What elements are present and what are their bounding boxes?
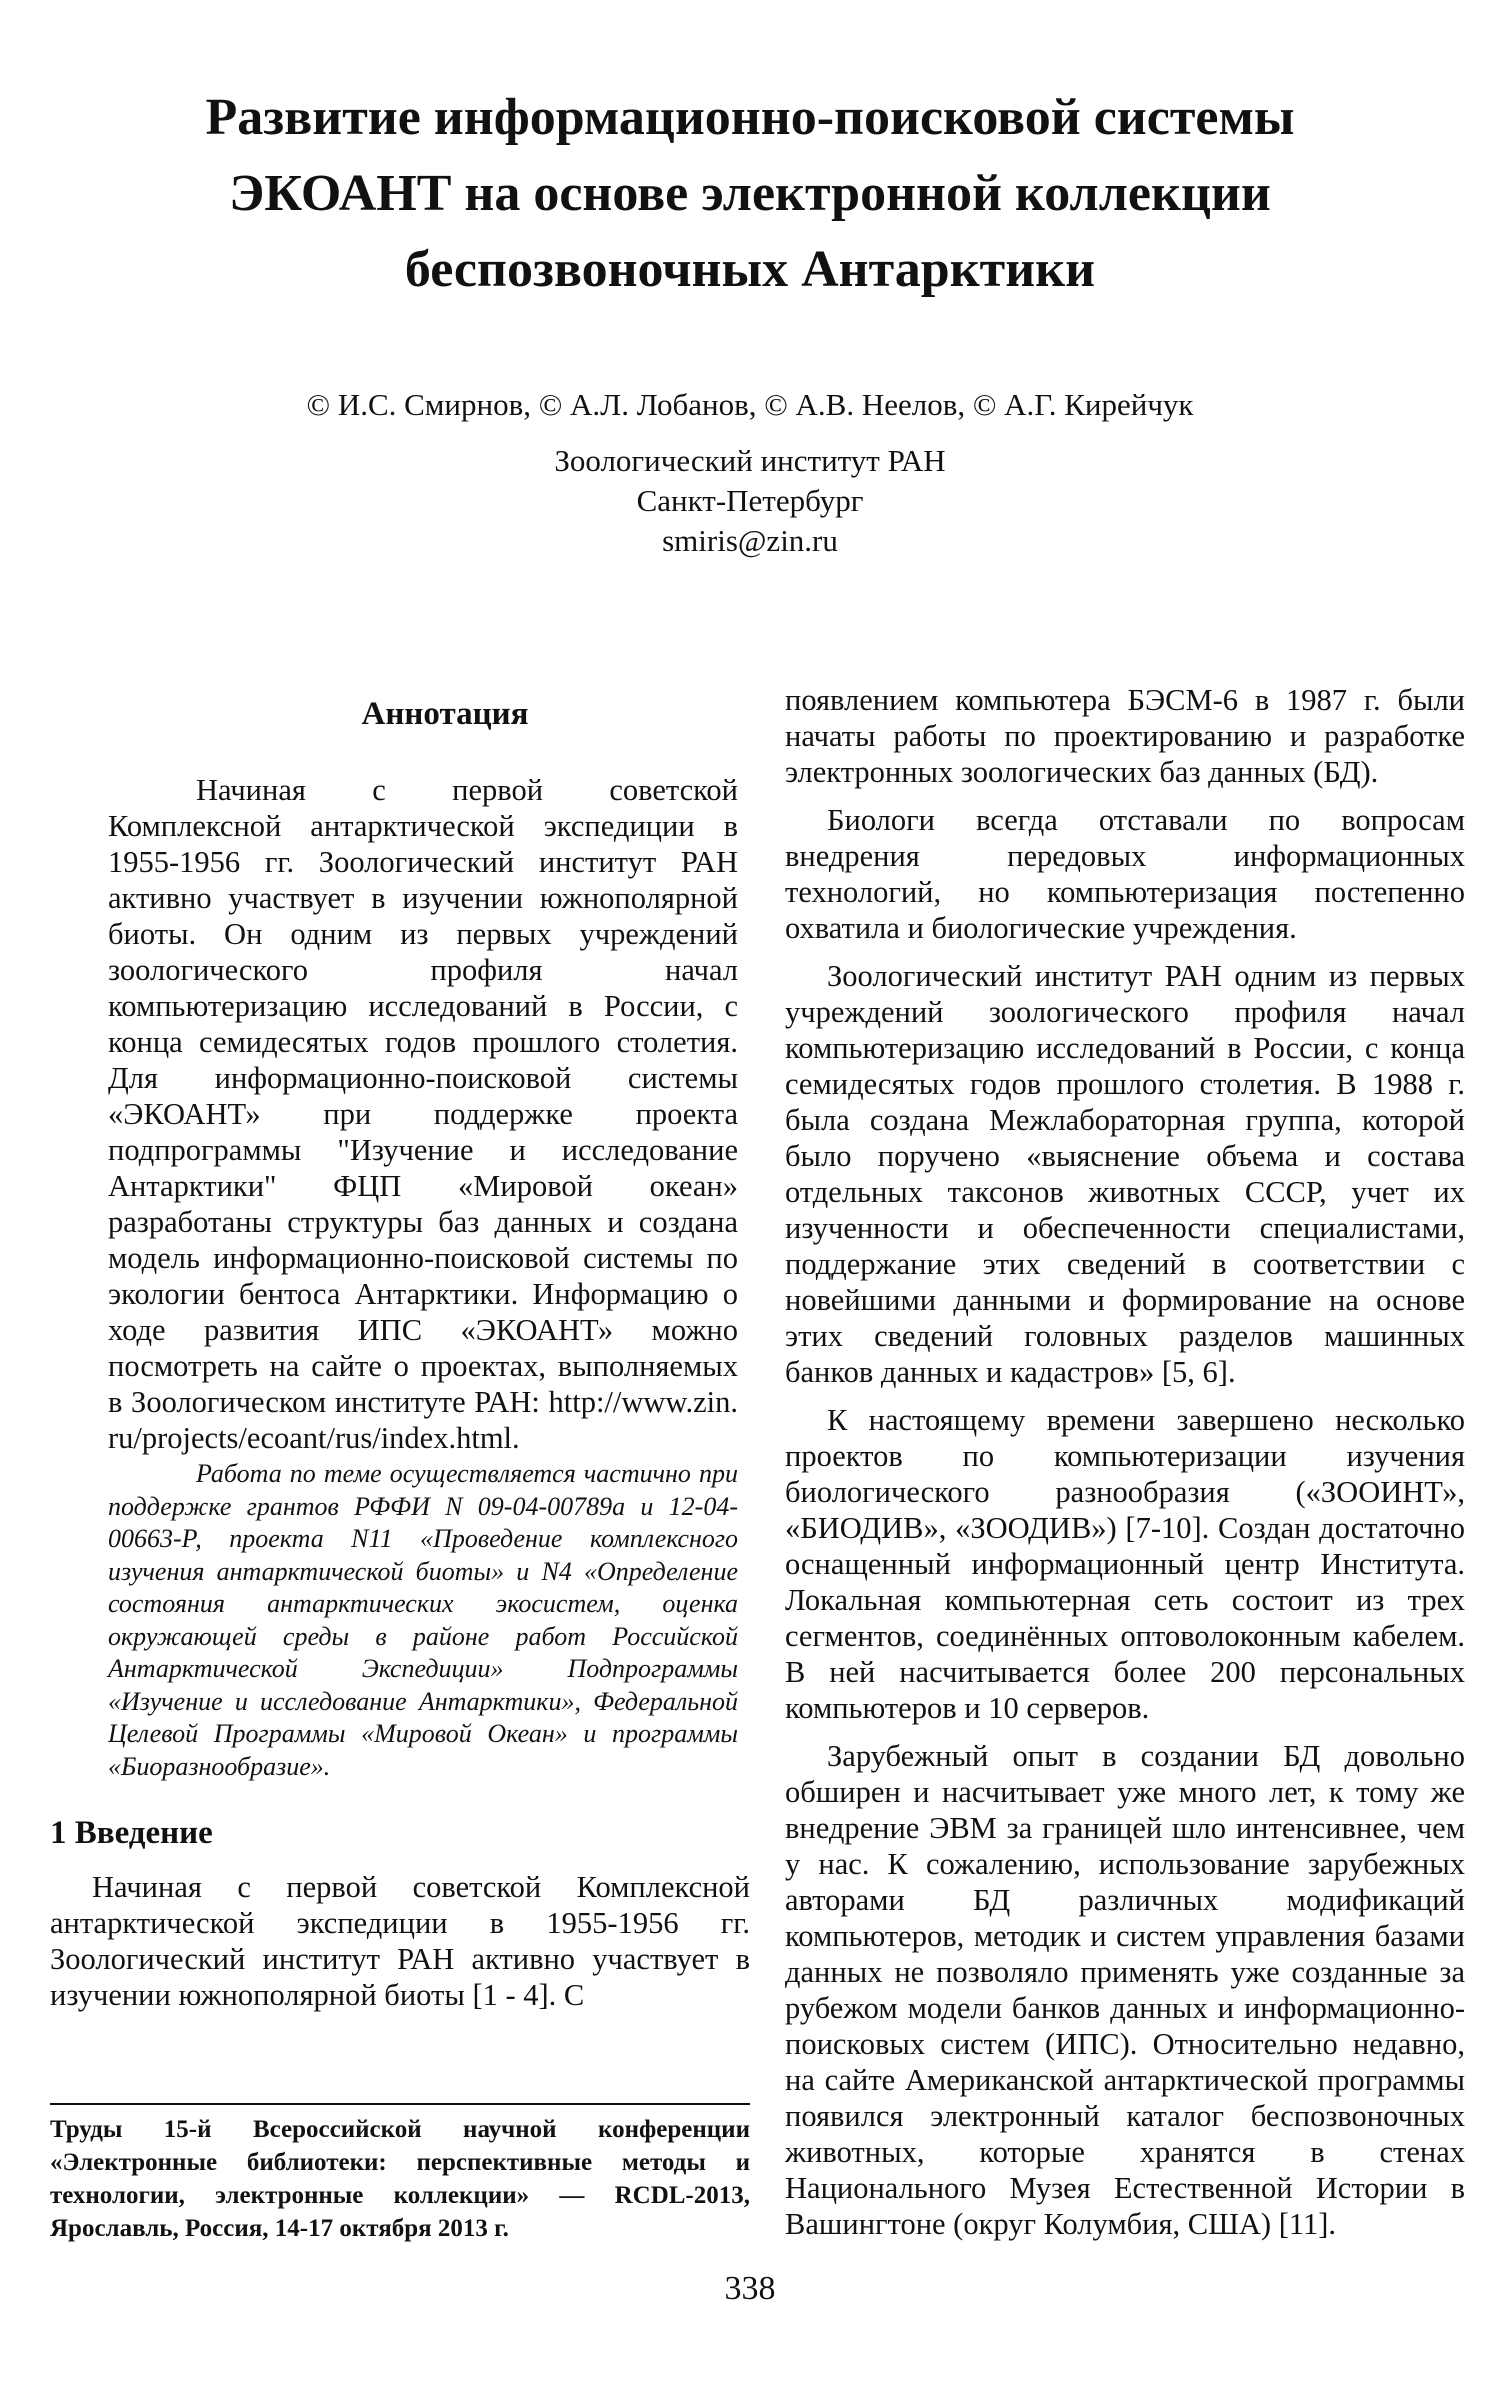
body-paragraph: Зоологический институт РАН одним из первых учреждений зоологического профиля начал компьютеризацию исследований в России, с конца семидесятых годов прошлого столетия. В 1988 г. была создана Межлабораторная группа, которой было поручено «выяснение объема и состава отдельных таксонов животных СССР, учет их изученности и обеспеченности специалистами, поддержание этих сведений в соответствии с новейшими данными и формирование на основе этих сведений головных разделов машинных банков данных и кадастров» [5, 6]. — [785, 959, 1465, 1389]
annotation-heading: Аннотация — [361, 696, 529, 732]
project-url-link[interactable]: http://www.zin.ru/projects/ecoant/rus/index.html. — [108, 1385, 738, 1455]
paper-title — [150, 80, 1350, 308]
title-line: ЭКОАНТ на основе электронной коллекции — [229, 165, 1271, 222]
annotation-text — [50, 772, 750, 1456]
email-link[interactable]: smiris@zin.ru — [662, 523, 838, 558]
grant-acknowledgement: Работа по теме осуществляется частично при поддержке грантов РФФИ N 09-04-00789а и 12-04-00663-Р, проекта N11 «Проведение комплексного изучения антарктической биоты» и N4 «Определение состояния антарктических экосистем, оценка окружающей среды в районе работ Российской Антарктической Экспедиции» Подпрограммы «Изучение и исследование Антарктики», Федеральной Целевой Программы «Мировой Океан» и программы «Биоразнообразие». — [108, 1459, 738, 1781]
authors-line: © И.С. Смирнов, © А.Л. Лобанов, © А.В. Неелов, © А.Г. Кирейчук — [306, 387, 1194, 422]
title-line: Развитие информационно-поисковой системы — [205, 89, 1295, 146]
right-column — [785, 682, 1465, 2254]
author-block — [150, 385, 1350, 561]
section-heading-introduction: 1 Введение — [50, 1815, 213, 1851]
body-paragraph: К настоящему времени завершено несколько проектов по компьютеризации изучения биологического разнообразия («ЗООИНТ», «БИОДИВ», «ЗООДИВ») [7-10]. Создан достаточно оснащенный информационный центр Института. Локальная компьютерная сеть состоит из трех сегментов, соединённых оптоволоконным кабелем. В ней насчитывается более 200 персональных компьютеров и 10 серверов. — [785, 1403, 1465, 1725]
city: Санкт-Петербург — [636, 483, 864, 518]
introduction-paragraph: Начиная с первой советской Комплексной антарктической экспедиции в 1955-1956 гг. Зоологический институт РАН активно участвует в изучении южнополярной биоты [1 - 4]. С — [50, 1870, 750, 2012]
body-paragraph: Зарубежный опыт в создании БД довольно обширен и насчитывает уже много лет, к тому же внедрение ЭВМ за границей шло интенсивнее, чем у нас. К сожалению, использование зарубежных авторами БД различных модификаций компьютеров, методик и систем управления базами данных не позволяло применять уже созданные за рубежом модели банков данных и информационно-поисковых систем (ИПС). Относительно недавно, на сайте Американской антарктической программы появился электронный каталог беспозвоночных животных, которые хранятся в стенах Национального Музея Естественной Истории в Вашингтоне (округ Колумбия, США) [11]. — [785, 1739, 1465, 2241]
affiliation: Зоологический институт РАН — [554, 443, 946, 478]
annotation-body: Начиная с первой советской Комплексной антарктической экспедиции в 1955-1956 гг. Зоологический институт РАН активно участвует в изучении южнополярной биоты. Он одним из первых учреждений зоологического профиля начал компьютеризацию исследований в России, с конца семидесятых годов прошлого столетия. Для информационно-поисковой системы «ЭКОАНТ» при поддержке проекта подпрограммы "Изучение и исследование Антарктики" ФЦП «Мировой океан» разработаны структуры баз данных и создана модель информационно-поисковой системы по экологии бентоса Антарктики. Информацию о ходе развития ИПС «ЭКОАНТ» можно посмотреть на сайте о проектах, выполняемых в Зоологическом институте РАН: — [108, 773, 738, 1419]
conference-footnote: Труды 15-й Всероссийской научной конференции «Электронные библиотеки: перспективные методы и технологии, электронные коллекции» — RCDL-2013, Ярославль, Россия, 14-17 октября 2013 г. — [50, 2103, 750, 2245]
title-line: беспозвоночных Антарктики — [404, 241, 1096, 298]
body-paragraph: Биологи всегда отставали по вопросам внедрения передовых информационных технологий, но компьютеризация постепенно охватила и биологические учреждения. — [785, 803, 1465, 945]
left-column — [50, 680, 750, 2013]
body-paragraph: появлением компьютера БЭСМ-6 в 1987 г. были начаты работы по проектированию и разработке электронных зоологических баз данных (БД). — [785, 683, 1465, 789]
page-number: 338 — [724, 2270, 776, 2307]
